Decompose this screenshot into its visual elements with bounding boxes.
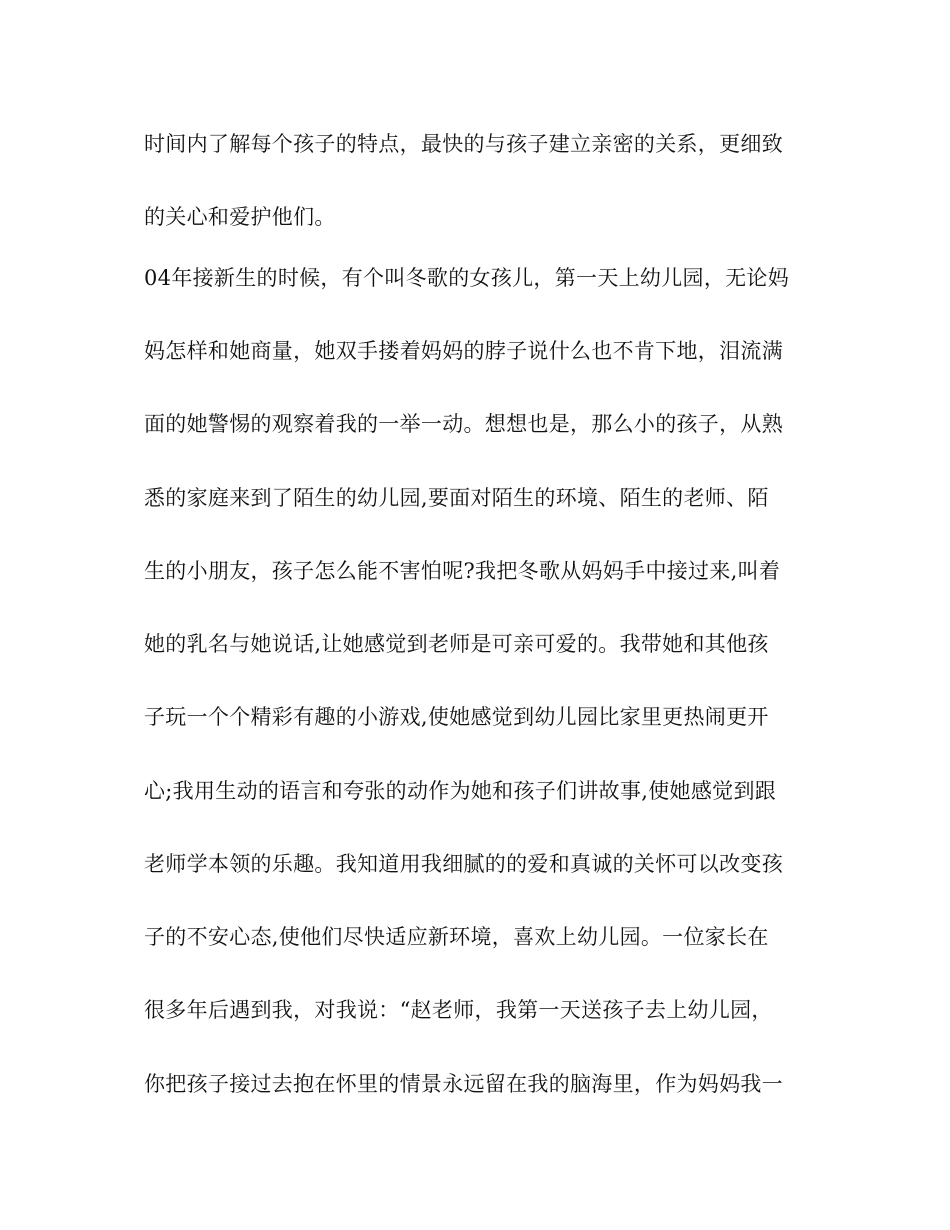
text-line-6: 悉的家庭来到了陌生的幼儿园,要面对陌生的环境、陌生的老师、陌 <box>144 486 769 510</box>
text-line-4: 妈怎样和她商量，她双手搂着妈妈的脖子说什么也不肯下地，泪流满 <box>144 339 783 363</box>
text-line-2: 的关心和爱护他们。 <box>144 205 336 229</box>
text-line-8: 她的乳名与她说话,让她感觉到老师是可亲可爱的。我带她和其他孩 <box>144 632 769 656</box>
text-line-3: 04年接新生的时候，有个叫冬歌的女孩儿，第一天上幼儿园，无论妈 <box>144 266 790 290</box>
text-line-14: 你把孩子接过去抱在怀里的情景永远留在我的脑海里，作为妈妈我一 <box>144 1072 783 1096</box>
text-line-9: 子玩一个个精彩有趣的小游戏,使她感觉到幼儿园比家里更热闹更开 <box>144 705 769 729</box>
text-line-10: 心;我用生动的语言和夸张的动作为她和孩子们讲故事,使她感觉到跟 <box>144 779 777 803</box>
text-line-13: 很多年后遇到我，对我说：“赵老师，我第一天送孩子去上幼儿园， <box>144 998 773 1022</box>
text-line-11: 老师学本领的乐趣。我知道用我细腻的的爱和真诚的关怀可以改变孩 <box>144 852 783 876</box>
text-line-5: 面的她警惕的观察着我的一举一动。想想也是，那么小的孩子，从熟 <box>144 412 783 436</box>
text-line-12: 子的不安心态,使他们尽快适应新环境，喜欢上幼儿园。一位家长在 <box>144 925 769 949</box>
text-line-1: 时间内了解每个孩子的特点，最快的与孩子建立亲密的关系，更细致 <box>144 132 783 156</box>
text-line-7: 生的小朋友，孩子怎么能不害怕呢?我把冬歌从妈妈手中接过来,叫着 <box>144 559 781 583</box>
